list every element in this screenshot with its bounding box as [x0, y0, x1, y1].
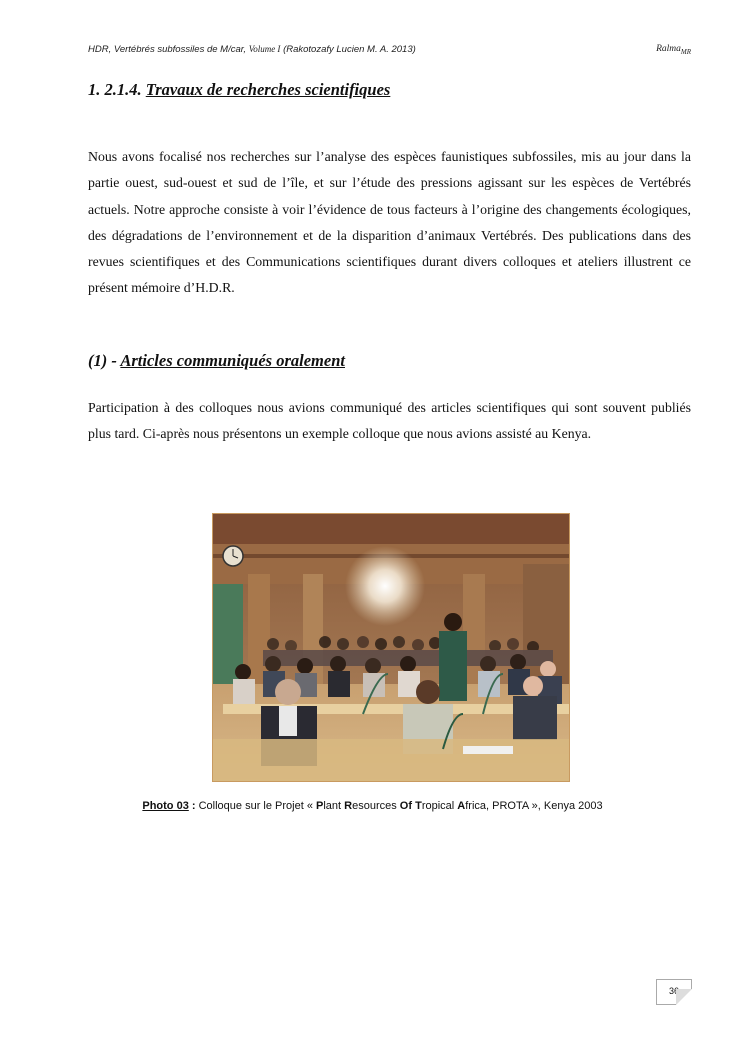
- caption-initial-of: Of: [399, 800, 413, 812]
- conference-photo: [212, 513, 570, 782]
- caption-label: Photo 03: [142, 800, 189, 812]
- paragraph-intro: Nous avons focalisé nos recherches sur l’analyse des espèces faunistiques subfossiles, mis au jour dans la partie ouest, sud-ouest et sud de l’île, et sur l’étude des pressions agissant sur les espèces de Vertébrés actuels. Notre approche consiste à voir l’évidence de tous facteurs à l’origine des changements écologiques, des dégradations de l’environnement et de la disparition d’animaux Vertébrés. Des publications dans des revues scientifiques et des Communications scientifiques durant divers colloques et ateliers illustrent ce présent mémoire d’H.D.R.: [88, 149, 691, 296]
- caption-text-frica: frica, PROTA », Kenya 2003: [465, 800, 603, 812]
- caption-initial-t: T: [415, 800, 422, 812]
- caption-text-ropical: ropical: [421, 800, 458, 812]
- caption-text-1: Colloque sur le Projet «: [195, 800, 316, 812]
- header-author-main: Ralma: [656, 44, 681, 54]
- page-number-box: [656, 979, 692, 1005]
- subsection-heading: [88, 351, 345, 371]
- header-volume: Volume I: [248, 44, 281, 54]
- header-text-b: (Rakotozafy Lucien M. A. 2013): [280, 44, 416, 55]
- subsection-prefix: (1) -: [88, 351, 121, 370]
- subsection-title: Articles communiqués oralement: [120, 351, 345, 370]
- header-author-tag: [656, 44, 691, 56]
- section-heading: [88, 80, 390, 100]
- caption-initial-p: P: [316, 800, 324, 812]
- caption-initial-r: R: [344, 800, 353, 812]
- page-number: 36: [668, 986, 679, 996]
- header-text-a: HDR, Vertébrés subfossiles de M/car,: [88, 44, 249, 55]
- section-number: 1. 2.1.4.: [88, 80, 146, 99]
- caption-colon: :: [188, 800, 196, 812]
- caption-text-esources: esources: [352, 800, 400, 812]
- paragraph-participation: Participation à des colloques nous avions communiqué des articles scientifiques qui sont souvent publiés plus tard. Ci-après nous présentons un exemple colloque que nous avions assisté au Kenya.: [88, 400, 691, 442]
- running-header: [88, 44, 691, 55]
- conference-photo-image: [213, 514, 569, 781]
- caption-text-lant: lant: [323, 800, 345, 812]
- photo-caption: [0, 800, 745, 812]
- caption-initial-a: A: [457, 800, 466, 812]
- header-author-sub: MR: [680, 47, 691, 56]
- section-title: Travaux de recherches scientifiques: [145, 80, 391, 99]
